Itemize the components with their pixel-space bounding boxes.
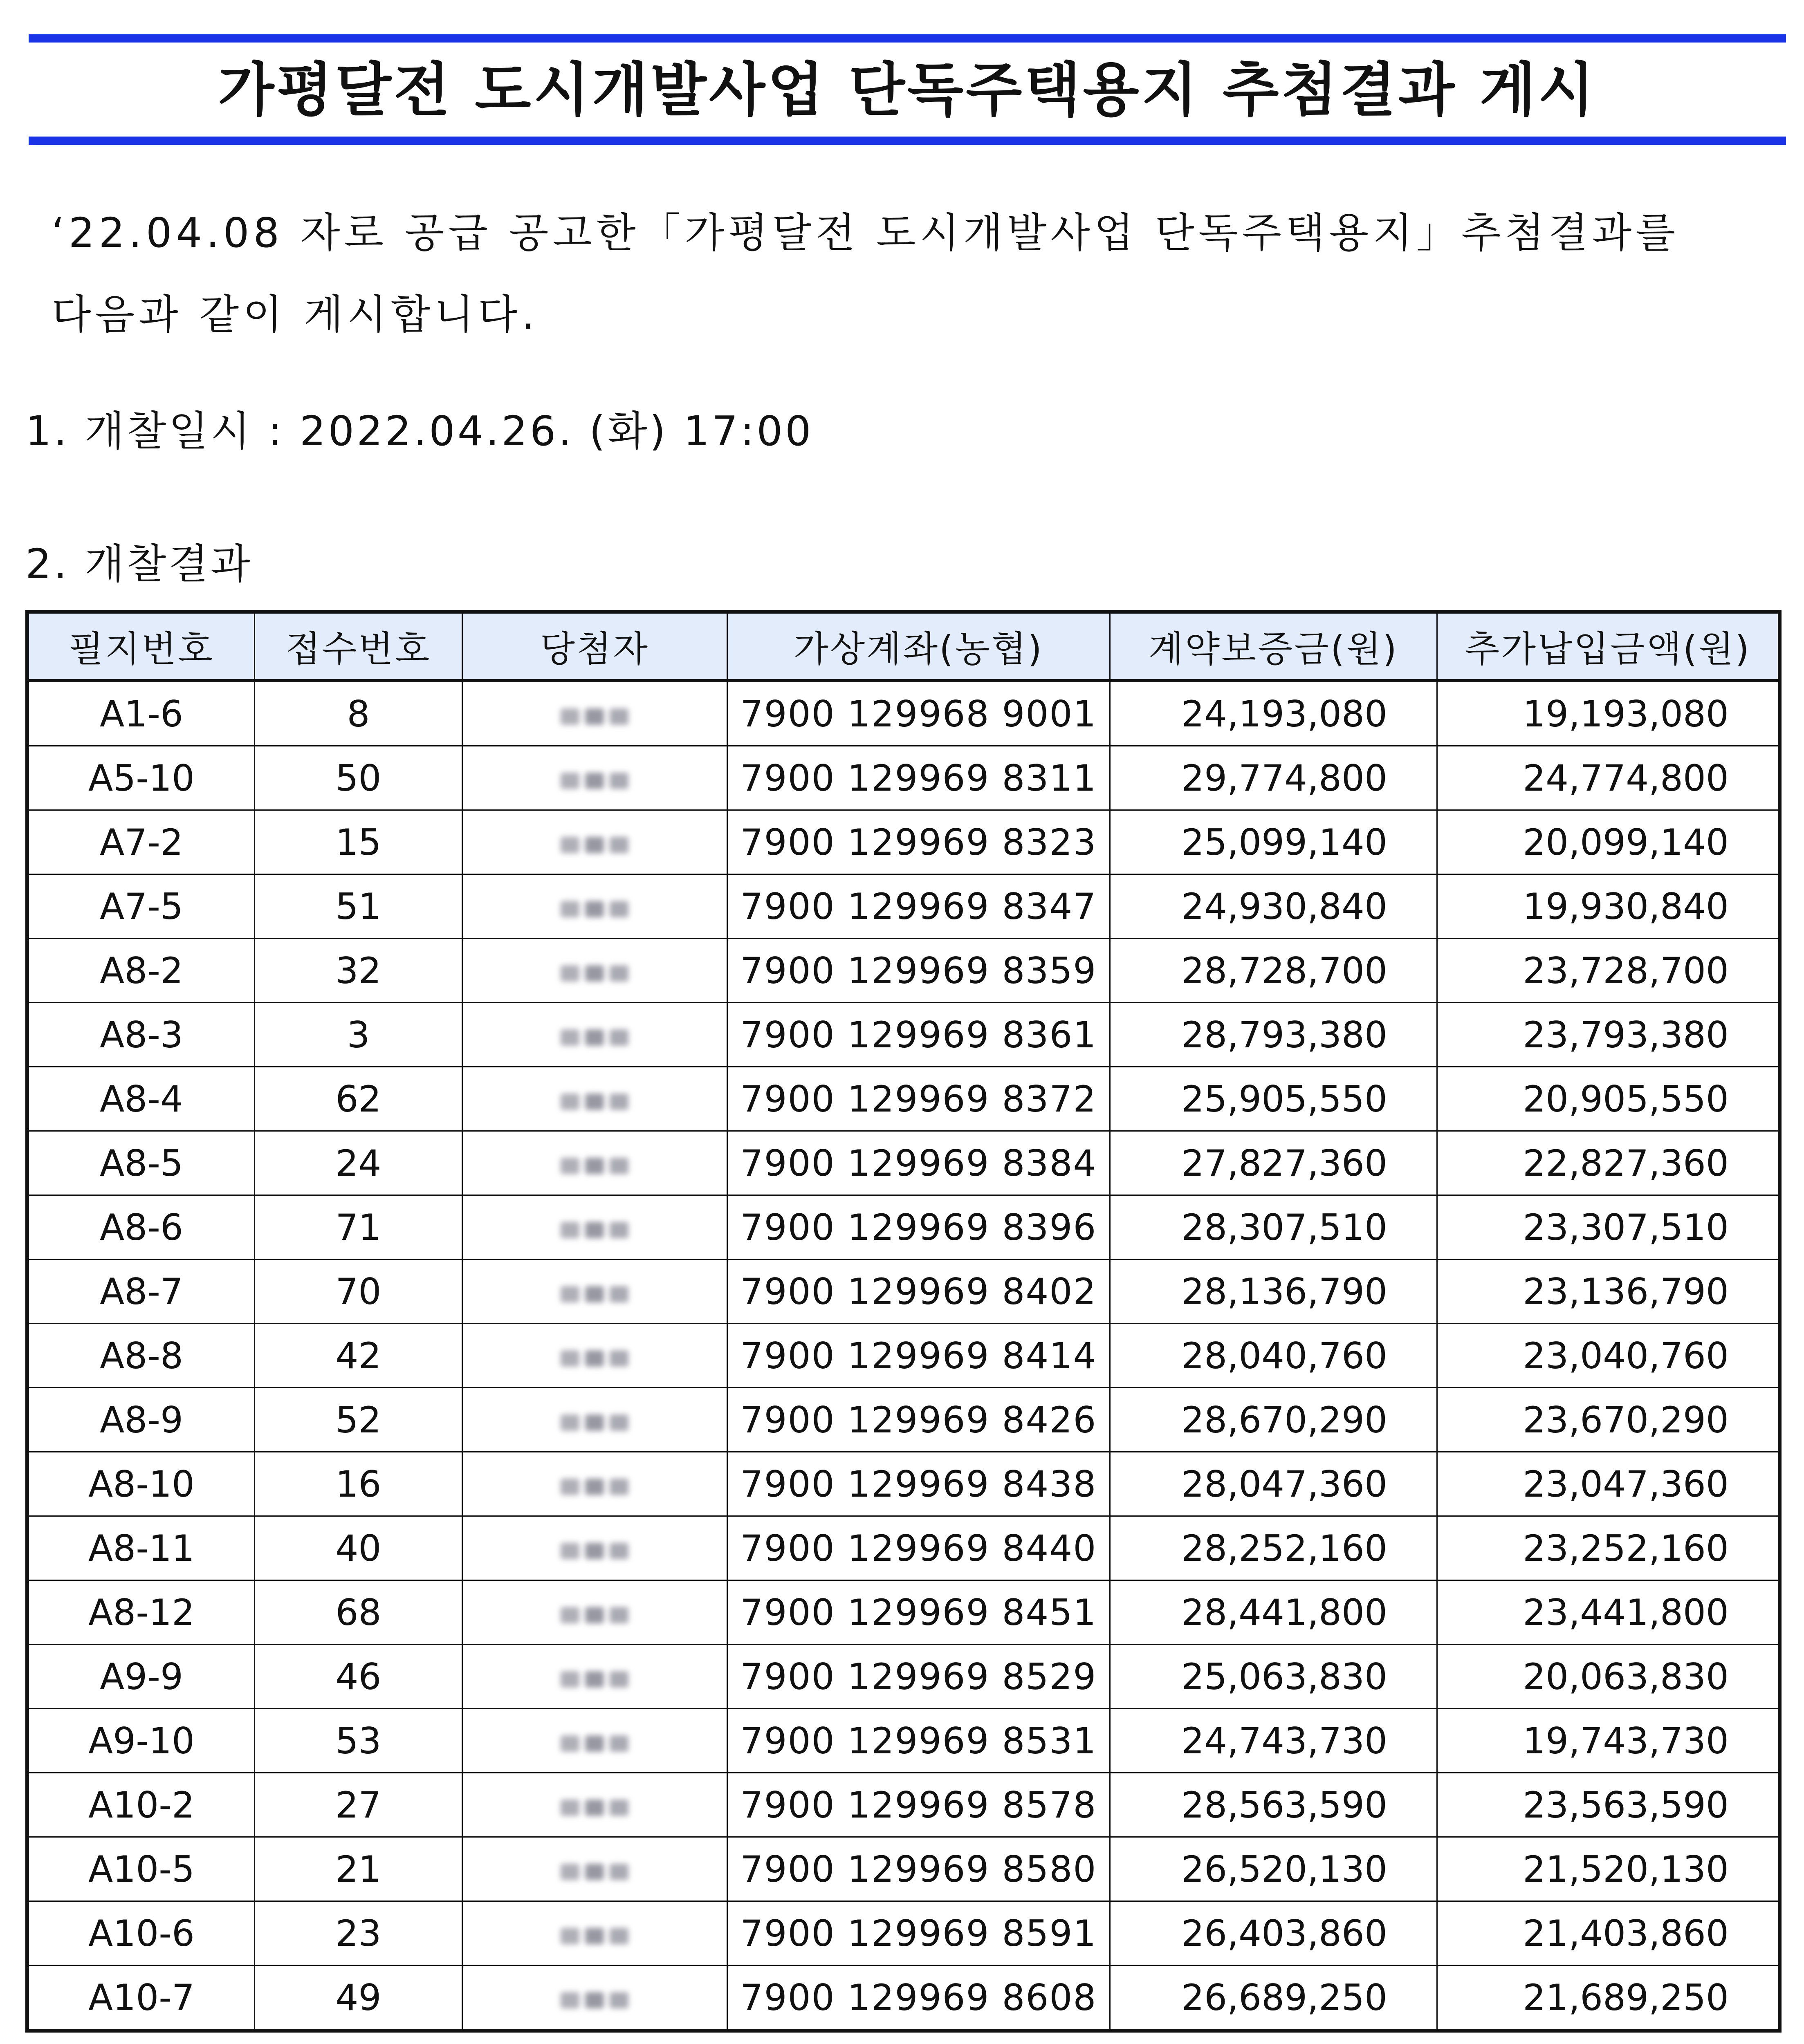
redacted-name [558,1923,632,1949]
cell-additional-payment: 19,193,080 [1437,681,1780,746]
redacted-block [585,837,604,853]
redacted-name [558,1024,632,1051]
redacted-name [558,768,632,794]
cell-lot-number: A10-2 [27,1773,255,1837]
redacted-name [558,1410,632,1436]
redacted-name [558,1602,632,1628]
cell-receipt-number: 51 [255,874,462,939]
cell-additional-payment: 23,728,700 [1437,939,1780,1003]
cell-additional-payment: 23,670,290 [1437,1388,1780,1452]
cell-receipt-number: 32 [255,939,462,1003]
cell-additional-payment: 22,827,360 [1437,1131,1780,1195]
cell-winner-blurred [462,939,727,1003]
redacted-name [558,1281,632,1307]
redacted-name [558,1217,632,1243]
cell-winner-blurred [462,1901,727,1966]
redacted-block [610,1735,628,1752]
cell-virtual-account: 7900 129969 8311 [727,746,1110,810]
redacted-block [585,1479,604,1495]
cell-winner-blurred [462,1837,727,1901]
cell-receipt-number: 52 [255,1388,462,1452]
cell-contract-deposit: 28,793,380 [1110,1003,1437,1067]
cell-lot-number: A9-10 [27,1709,255,1773]
redacted-block [610,1029,628,1046]
redacted-block [585,1928,604,1944]
redacted-block [585,1414,604,1431]
redacted-block [585,1992,604,2008]
cell-additional-payment: 24,774,800 [1437,746,1780,810]
redacted-name [558,960,632,986]
cell-virtual-account: 7900 129969 8359 [727,939,1110,1003]
cell-additional-payment: 21,689,250 [1437,1966,1780,2031]
cell-contract-deposit: 28,252,160 [1110,1516,1437,1580]
cell-winner-blurred [462,1516,727,1580]
cell-contract-deposit: 28,670,290 [1110,1388,1437,1452]
cell-contract-deposit: 25,099,140 [1110,810,1437,874]
cell-lot-number: A8-3 [27,1003,255,1067]
cell-contract-deposit: 28,307,510 [1110,1195,1437,1260]
redacted-name [558,1666,632,1692]
table-row [27,1837,1780,1901]
redacted-block [585,1607,604,1623]
redacted-block [585,1735,604,1752]
redacted-block [585,1800,604,1816]
cell-lot-number: A1-6 [27,681,255,746]
cell-virtual-account: 7900 129969 8531 [727,1709,1110,1773]
cell-contract-deposit: 26,403,860 [1110,1901,1437,1966]
redacted-block [610,1607,628,1623]
cell-additional-payment: 23,793,380 [1437,1003,1780,1067]
cell-receipt-number: 42 [255,1324,462,1388]
redacted-block [610,1350,628,1367]
redacted-block [585,1158,604,1174]
redacted-block [561,837,579,853]
page-title: 가평달전 도시개발사업 단독주택용지 추첨결과 게시 [218,56,1597,124]
table-row [27,1645,1780,1709]
cell-receipt-number: 27 [255,1773,462,1837]
cell-contract-deposit: 25,063,830 [1110,1645,1437,1709]
cell-additional-payment: 23,040,760 [1437,1324,1780,1388]
redacted-block [610,1094,628,1110]
cell-contract-deposit: 28,563,590 [1110,1773,1437,1837]
title-block [29,34,1786,145]
redacted-block [561,1671,579,1688]
cell-winner-blurred [462,1966,727,2031]
redacted-block [610,837,628,853]
redacted-block [561,1222,579,1238]
cell-contract-deposit: 24,193,080 [1110,681,1437,746]
table-row [27,1388,1780,1452]
cell-lot-number: A10-5 [27,1837,255,1901]
redacted-block [610,1222,628,1238]
cell-additional-payment: 23,136,790 [1437,1260,1780,1324]
redacted-name [558,896,632,922]
cell-additional-payment: 20,905,550 [1437,1067,1780,1131]
table-row [27,1260,1780,1324]
cell-contract-deposit: 24,930,840 [1110,874,1437,939]
cell-winner-blurred [462,810,727,874]
cell-virtual-account: 7900 129969 8451 [727,1580,1110,1645]
cell-winner-blurred [462,681,727,746]
section-results-heading: 2. 개찰결과 [25,540,253,588]
redacted-block [561,901,579,917]
cell-additional-payment: 23,441,800 [1437,1580,1780,1645]
redacted-block [561,965,579,982]
cell-virtual-account: 7900 129969 8384 [727,1131,1110,1195]
table-row [27,746,1780,810]
cell-virtual-account: 7900 129969 8608 [727,1966,1110,2031]
cell-winner-blurred [462,1709,727,1773]
cell-lot-number: A8-8 [27,1324,255,1388]
cell-contract-deposit: 28,441,800 [1110,1580,1437,1645]
intro-paragraph [52,192,1789,356]
cell-virtual-account: 7900 129969 8361 [727,1003,1110,1067]
cell-virtual-account: 7900 129969 8426 [727,1388,1110,1452]
cell-virtual-account: 7900 129969 8402 [727,1260,1110,1324]
cell-contract-deposit: 25,905,550 [1110,1067,1437,1131]
cell-winner-blurred [462,1131,727,1195]
redacted-block [610,1286,628,1302]
redacted-block [585,1029,604,1046]
cell-receipt-number: 50 [255,746,462,810]
cell-virtual-account: 7900 129969 8414 [727,1324,1110,1388]
cell-virtual-account: 7900 129969 8396 [727,1195,1110,1260]
cell-receipt-number: 62 [255,1067,462,1131]
cell-contract-deposit: 28,728,700 [1110,939,1437,1003]
cell-contract-deposit: 29,774,800 [1110,746,1437,810]
redacted-block [610,1671,628,1688]
cell-winner-blurred [462,1580,727,1645]
table-row [27,939,1780,1003]
cell-receipt-number: 23 [255,1901,462,1966]
redacted-name [558,1730,632,1757]
cell-virtual-account: 7900 129969 8438 [727,1452,1110,1516]
redacted-block [610,965,628,982]
cell-additional-payment: 23,252,160 [1437,1516,1780,1580]
cell-additional-payment: 21,520,130 [1437,1837,1780,1901]
redacted-name [558,1474,632,1500]
results-table-wrap [25,610,1778,2033]
cell-lot-number: A7-2 [27,810,255,874]
redacted-block [585,708,604,725]
redacted-block [585,773,604,789]
cell-receipt-number: 3 [255,1003,462,1067]
header-virtual-account: 가상계좌(농협) [727,612,1110,681]
cell-winner-blurred [462,874,727,939]
redacted-block [610,1479,628,1495]
header-additional-payment: 추가납입금액(원) [1437,612,1780,681]
redacted-block [585,1350,604,1367]
table-body [27,681,1780,2031]
table-row [27,1709,1780,1773]
header-receipt-number: 접수번호 [255,612,462,681]
cell-receipt-number: 70 [255,1260,462,1324]
title-bottom-rule [29,137,1786,145]
intro-line-2: 다음과 같이 게시합니다. [52,291,539,338]
redacted-block [561,1094,579,1110]
cell-winner-blurred [462,1773,727,1837]
intro-line-1: ‘22.04.08 자로 공급 공고한「가평달전 도시개발사업 단독주택용지」추첨결과를 [52,209,1679,257]
cell-lot-number: A10-7 [27,1966,255,2031]
cell-additional-payment: 21,403,860 [1437,1901,1780,1966]
redacted-block [561,1864,579,1880]
redacted-block [561,1414,579,1431]
cell-lot-number: A5-10 [27,746,255,810]
table-row [27,1901,1780,1966]
cell-winner-blurred [462,1003,727,1067]
table-row [27,1580,1780,1645]
redacted-block [610,773,628,789]
section-opening-datetime: 1. 개찰일시 : 2022.04.26. (화) 17:00 [25,407,814,455]
cell-contract-deposit: 26,520,130 [1110,1837,1437,1901]
cell-lot-number: A8-5 [27,1131,255,1195]
cell-virtual-account: 7900 129969 8591 [727,1901,1110,1966]
cell-winner-blurred [462,1324,727,1388]
cell-lot-number: A10-6 [27,1901,255,1966]
cell-winner-blurred [462,1195,727,1260]
cell-lot-number: A8-4 [27,1067,255,1131]
header-contract-deposit: 계약보증금(원) [1110,612,1437,681]
redacted-name [558,704,632,730]
redacted-block [561,1350,579,1367]
redacted-name [558,1153,632,1179]
table-row [27,1516,1780,1580]
redacted-block [610,1800,628,1816]
cell-additional-payment: 23,563,590 [1437,1773,1780,1837]
redacted-block [561,1158,579,1174]
table-row [27,1773,1780,1837]
cell-receipt-number: 53 [255,1709,462,1773]
cell-receipt-number: 71 [255,1195,462,1260]
redacted-block [610,901,628,917]
table-row [27,1003,1780,1067]
table-row [27,874,1780,939]
cell-virtual-account: 7900 129969 8372 [727,1067,1110,1131]
cell-virtual-account: 7900 129969 8323 [727,810,1110,874]
redacted-block [585,1222,604,1238]
table-row [27,1324,1780,1388]
cell-lot-number: A7-5 [27,874,255,939]
table-row [27,1195,1780,1260]
redacted-block [561,1735,579,1752]
redacted-block [561,708,579,725]
cell-winner-blurred [462,746,727,810]
redacted-block [610,1864,628,1880]
cell-lot-number: A8-11 [27,1516,255,1580]
table-row [27,1452,1780,1516]
header-winner: 당첨자 [462,612,727,681]
redacted-block [561,1543,579,1559]
cell-receipt-number: 24 [255,1131,462,1195]
cell-winner-blurred [462,1388,727,1452]
cell-virtual-account: 7900 129969 8580 [727,1837,1110,1901]
cell-additional-payment: 20,063,830 [1437,1645,1780,1709]
cell-lot-number: A9-9 [27,1645,255,1709]
results-table [25,610,1782,2033]
cell-additional-payment: 19,930,840 [1437,874,1780,939]
table-row [27,1131,1780,1195]
redacted-block [561,1800,579,1816]
redacted-block [561,1928,579,1944]
table-row [27,810,1780,874]
cell-virtual-account: 7900 129969 8347 [727,874,1110,939]
redacted-block [585,1671,604,1688]
redacted-block [585,1864,604,1880]
redacted-block [585,965,604,982]
redacted-block [610,1414,628,1431]
table-header-row [27,612,1780,681]
cell-receipt-number: 21 [255,1837,462,1901]
redacted-block [610,1158,628,1174]
redacted-block [561,1992,579,2008]
cell-additional-payment: 23,307,510 [1437,1195,1780,1260]
cell-virtual-account: 7900 129969 8440 [727,1516,1110,1580]
cell-lot-number: A8-10 [27,1452,255,1516]
cell-receipt-number: 40 [255,1516,462,1580]
cell-winner-blurred [462,1645,727,1709]
cell-lot-number: A8-6 [27,1195,255,1260]
cell-receipt-number: 68 [255,1580,462,1645]
cell-receipt-number: 46 [255,1645,462,1709]
redacted-block [561,1479,579,1495]
redacted-block [585,1094,604,1110]
redacted-name [558,1859,632,1885]
redacted-block [610,708,628,725]
cell-contract-deposit: 27,827,360 [1110,1131,1437,1195]
redacted-name [558,1795,632,1821]
cell-lot-number: A8-12 [27,1580,255,1645]
cell-virtual-account: 7900 129969 8529 [727,1645,1110,1709]
cell-contract-deposit: 28,047,360 [1110,1452,1437,1516]
redacted-block [585,1286,604,1302]
cell-receipt-number: 15 [255,810,462,874]
cell-receipt-number: 8 [255,681,462,746]
cell-virtual-account: 7900 129968 9001 [727,681,1110,746]
table-row [27,1067,1780,1131]
redacted-name [558,1089,632,1115]
redacted-name [558,832,632,858]
redacted-name [558,1987,632,2013]
cell-lot-number: A8-7 [27,1260,255,1324]
cell-additional-payment: 23,047,360 [1437,1452,1780,1516]
redacted-name [558,1345,632,1372]
table-row [27,681,1780,746]
cell-winner-blurred [462,1452,727,1516]
cell-receipt-number: 49 [255,1966,462,2031]
cell-lot-number: A8-2 [27,939,255,1003]
table-row [27,1966,1780,2031]
redacted-block [561,773,579,789]
redacted-block [610,1928,628,1944]
redacted-block [561,1286,579,1302]
redacted-block [585,1543,604,1559]
redacted-block [610,1543,628,1559]
redacted-block [610,1992,628,2008]
cell-contract-deposit: 24,743,730 [1110,1709,1437,1773]
redacted-name [558,1538,632,1564]
cell-receipt-number: 16 [255,1452,462,1516]
cell-lot-number: A8-9 [27,1388,255,1452]
cell-contract-deposit: 28,136,790 [1110,1260,1437,1324]
redacted-block [585,901,604,917]
cell-contract-deposit: 26,689,250 [1110,1966,1437,2031]
redacted-block [561,1029,579,1046]
title-top-rule [29,34,1786,43]
cell-contract-deposit: 28,040,760 [1110,1324,1437,1388]
cell-additional-payment: 20,099,140 [1437,810,1780,874]
header-lot-number: 필지번호 [27,612,255,681]
cell-winner-blurred [462,1260,727,1324]
cell-virtual-account: 7900 129969 8578 [727,1773,1110,1837]
cell-winner-blurred [462,1067,727,1131]
cell-additional-payment: 19,743,730 [1437,1709,1780,1773]
redacted-block [561,1607,579,1623]
